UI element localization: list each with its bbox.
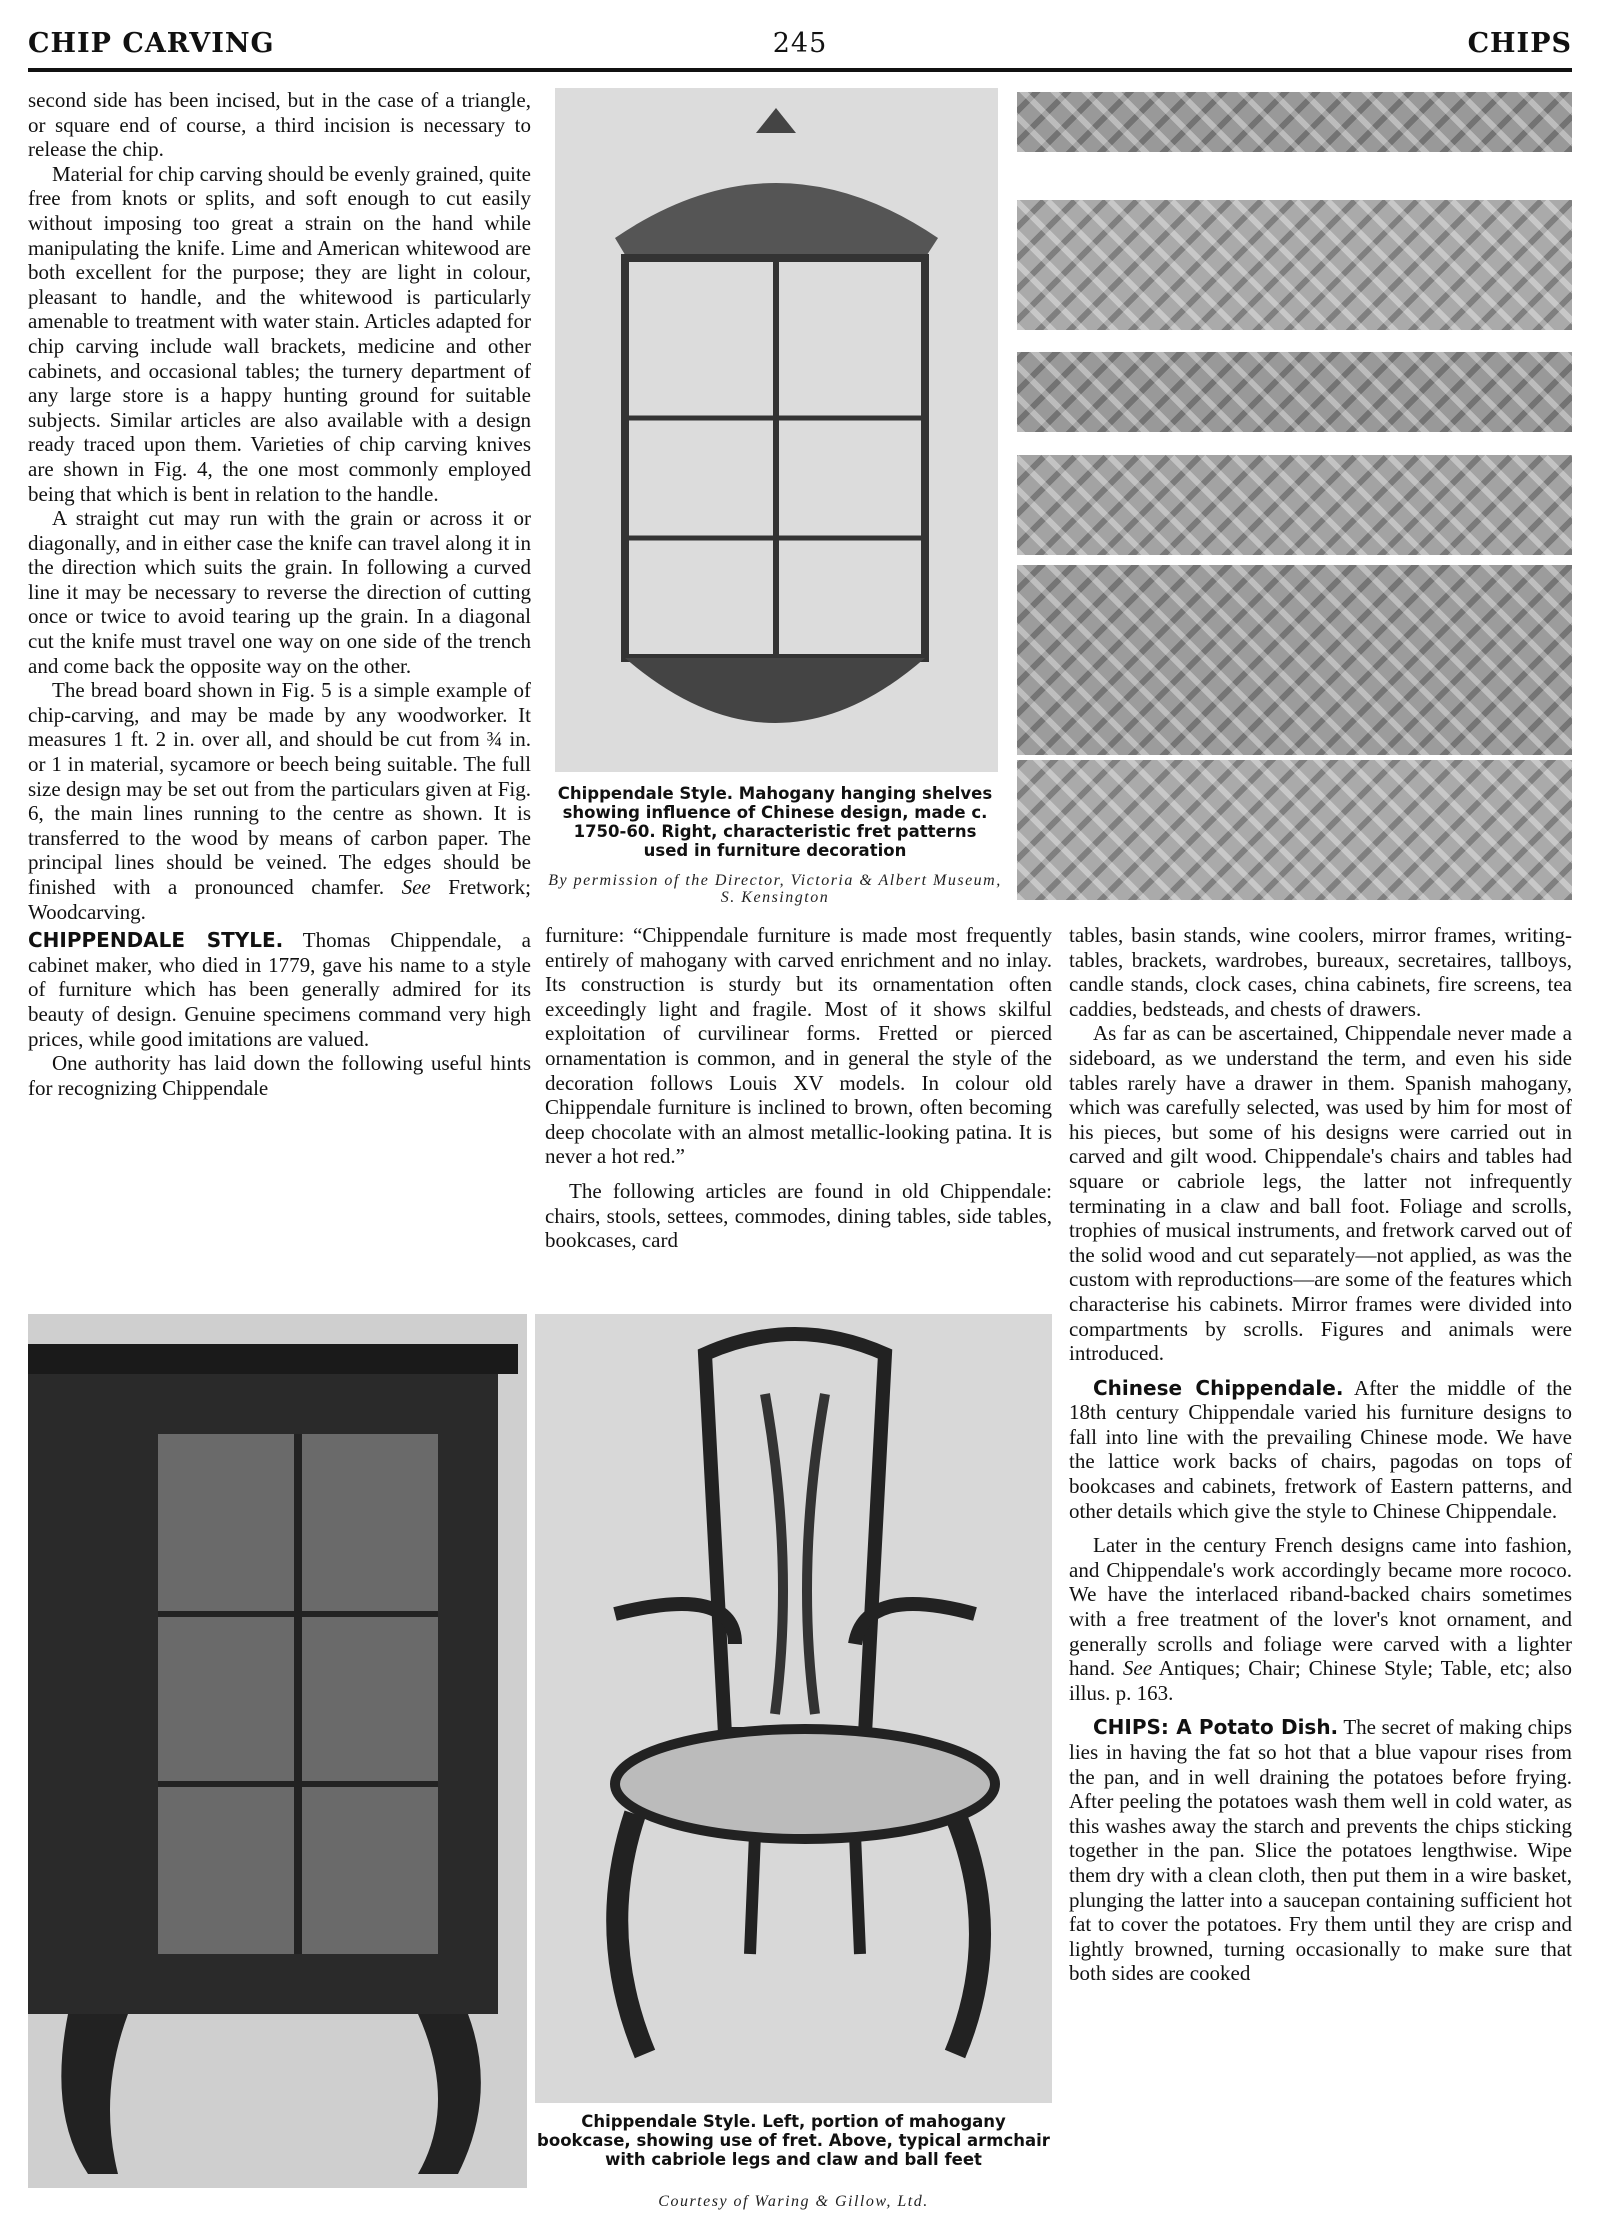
paragraph-text: Later in the century French designs came into fashion, and Chippendale's work accordingly became more rococo. We have the interlaced riband-backed chairs sometimes with a free treatment of the lover's knot ornament, and generally scrolls and foliage were carved with a lighter hand. bbox=[1069, 1533, 1572, 1681]
paragraph: Material for chip carving should be evenly grained, quite free from knots or splits, and soft enough to cut easily without imposing too great a strain on the hand while manipulating the knife. Lime and American whitewood are both excellent for the purpose; they are light in colour, pleasant to handle, and the whitewood is particularly amenable to treatment with water stain. Articles adapted for chip carving include wall brackets, medicine and other cabinets, and occasional tables; the turnery department of any large store is a happy hunting ground for suitable subjects. Similar articles are also available with a design ready traced upon them. Varieties of chip carving knives are shown in Fig. 4, the one most commonly employed being that which is bent in relation to the handle. bbox=[28, 161, 531, 506]
figure-caption: Chippendale Style. Mahogany hanging shelves showing influence of Chinese design, made c. 1750-60. Right, characteristic fret patterns used in furniture decoration bbox=[557, 784, 993, 860]
armchair-photo bbox=[535, 1314, 1052, 2103]
running-head-right: CHIPS bbox=[1467, 28, 1572, 59]
fret-pattern-5 bbox=[1017, 565, 1572, 755]
figure-credit: Courtesy of Waring & Gillow, Ltd. bbox=[658, 2193, 929, 2210]
armchair-illustration bbox=[535, 1314, 1052, 2103]
fret-pattern-6 bbox=[1017, 760, 1572, 900]
paragraph: One authority has laid down the following useful hints for recognizing Chippendale bbox=[28, 1051, 531, 1100]
paragraph bbox=[1069, 1533, 1572, 1705]
see-label: See bbox=[1122, 1656, 1153, 1681]
running-head-left: CHIP CARVING bbox=[28, 28, 275, 59]
paragraph-text: The bread board shown in Fig. 5 is a simple example of chip-carving, and may be made by any woodworker. It measures 1 ft. 2 in. over all, and should be cut from ¾ in. or 1 in material, sycamore or beech being suitable. The full size design may be set out from the particulars given at Fig. 6, the main lines running to the centre as shown. It is transferred to the wood by means of carbon paper. The principal lines should be veined. The edges should be finished with a pronounced chamfer. bbox=[28, 678, 531, 899]
fret-pattern-1 bbox=[1017, 92, 1572, 152]
paragraph: tables, basin stands, wine coolers, mirror frames, writing-tables, brackets, wardrobes, bureaux, secretaires, tallboys, candle stands, clock cases, china cabinets, fire screens, tea caddies, bedsteads, and chests of drawers. bbox=[1069, 923, 1572, 1021]
fret-pattern-4 bbox=[1017, 455, 1572, 555]
fret-pattern-2 bbox=[1017, 200, 1572, 330]
page-number: 245 bbox=[772, 28, 828, 59]
paragraph bbox=[28, 678, 531, 924]
bookcase-illustration bbox=[28, 1314, 527, 2188]
figure-caption: Chippendale Style. Left, portion of mahogany bookcase, showing use of fret. Above, typical armchair with cabriole legs and claw and ball feet bbox=[537, 2112, 1050, 2169]
right-column bbox=[1069, 923, 1572, 1986]
paragraph: As far as can be ascertained, Chippendale never made a sideboard, as we understand the term, and even his side tables rarely have a drawer in them. Spanish mahogany, which was carefully selected, was used by him for most of his pieces, but some of his designs were carried out in carved and gilt wood. Chippendale's chairs and tables had square or cabriole legs, the latter not infrequently terminating in a claw and ball foot. Foliage and scrolls, trophies of musical instruments, and fretwork carved out of the solid wood and cut separately—not applied, as was the custom with reproductions—are some of the features which characterise his cabinets. Mirror frames were divided into compartments by scrolls. Figures and animals were introduced. bbox=[1069, 1021, 1572, 1366]
paragraph bbox=[1069, 1715, 1572, 1986]
paragraph: furniture: “Chippendale furniture is made most frequently entirely of mahogany with carved enrichment and no inlay. Its construction is sturdy but its ornamentation often exceedingly light and fragile. Most of it shows skilful exploitation of curvilinear forms. Fretted or pierced ornamentation is common, and in general the style of the decoration follows Louis XV models. In colour old Chippendale furniture is inclined to brown, often becoming deep chocolate with an almost metallic-looking patina. It is never a hot red.” bbox=[545, 923, 1052, 1169]
paragraph-text: After the middle of the 18th century Chippendale varied his furniture designs to fall into line with the prevailing Chinese mode. We have the lattice work backs of chairs, pagodas on tops of bookcases and cabinets, fretwork of Eastern patterns, and other details which give the style to Chinese Chippendale. bbox=[1069, 1375, 1573, 1523]
paragraph: second side has been incised, but in the case of a triangle, or square end of course, a third incision is necessary to release the chip. bbox=[28, 88, 531, 162]
figure-credit: By permission of the Director, Victoria & Albert Museum, S. Kensington bbox=[548, 872, 1002, 906]
left-column bbox=[28, 88, 531, 1100]
paragraph-text: Thomas Chippendale, a cabinet maker, who died in 1779, gave his name to a style of furniture which has been generally admired for its beauty of design. Genuine specimens command very high prices, while good imitations are valued. bbox=[28, 928, 531, 1051]
cross-reference: Antiques; Chair; Chinese Style; Table, etc; also illus. p. 163. bbox=[1069, 1656, 1572, 1705]
see-label: See bbox=[401, 875, 431, 899]
cross-reference: Fretwork; Woodcarving. bbox=[28, 875, 532, 924]
paragraph bbox=[1069, 1376, 1572, 1524]
paragraph-text: The secret of making chips lies in having the fat so hot that a blue vapour rises from the pan, and in well draining the potatoes before frying. After peeling the potatoes wash them well in cold water, as this washes away the starch and prevents the chips sticking together in the pan. Slice the potatoes lengthwise. Wipe them dry with a clean cloth, then put them in a wire basket, plunging the latter into a saucepan containing sufficient hot fat to cover the potatoes. Fry them until they are crisp and lightly browned, turning occasionally to make sure that both sides are cooked bbox=[1069, 1715, 1573, 1986]
paragraph bbox=[28, 928, 531, 1051]
hanging-shelves-illustration bbox=[555, 88, 998, 772]
bookcase-photo bbox=[28, 1314, 527, 2188]
middle-column bbox=[545, 923, 1052, 1253]
paragraph: A straight cut may run with the grain or across it or diagonally, and in either case the knife can travel along it in the direction which suits the grain. In following a curved line it may be necessary to reverse the direction of cutting once or twice to avoid tearing up the grain. In a diagonal cut the knife must travel one way on one side of the trench and come back the opposite way on the other. bbox=[28, 506, 531, 678]
fret-pattern-3 bbox=[1017, 352, 1572, 432]
hanging-shelves-photo bbox=[555, 88, 998, 772]
section-heading: Chinese Chippendale. bbox=[1093, 1375, 1344, 1400]
section-heading: CHIPS: A Potato Dish. bbox=[1093, 1715, 1339, 1740]
paragraph: The following articles are found in old Chippendale: chairs, stools, settees, commodes, dining tables, side tables, bookcases, card bbox=[545, 1178, 1052, 1253]
header-rule bbox=[28, 68, 1572, 72]
section-heading: CHIPPENDALE STYLE. bbox=[28, 928, 284, 953]
